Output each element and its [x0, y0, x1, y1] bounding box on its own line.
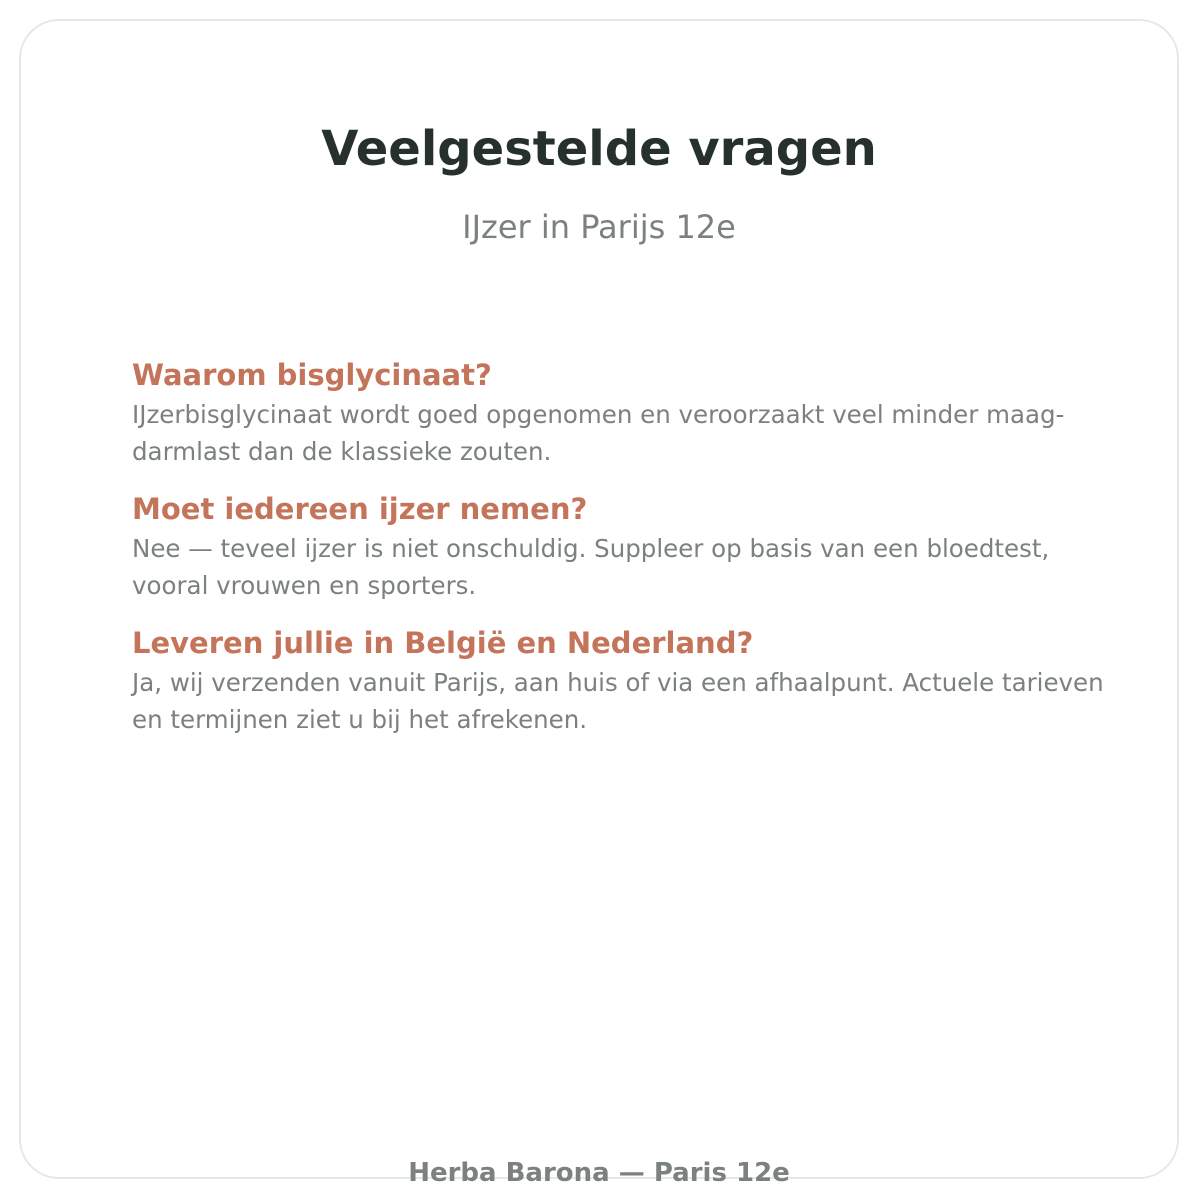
faq-card: [19, 19, 1179, 1188]
faq-item: [132, 354, 1122, 470]
faq-answer: Ja, wij verzenden vanuit Parijs, aan huis of via een afhaalpunt. Actuele tarieven en termijnen ziet u bij het afrekenen.: [132, 668, 1104, 734]
faq-item: [132, 622, 1122, 738]
faq-item: [132, 488, 1122, 604]
page-title: Veelgestelde vragen: [321, 121, 877, 177]
faq-answer: Nee — teveel ijzer is niet onschuldig. Suppleer op basis van een bloedtest, vooral vrouwen en sporters.: [132, 534, 1050, 600]
faq-question: Waarom bisglycinaat?: [132, 358, 492, 392]
faq-question: Leveren jullie in België en Nederland?: [132, 626, 754, 660]
faq-list: [132, 354, 1122, 756]
page-subtitle: IJzer in Parijs 12e: [462, 208, 736, 246]
faq-question: Moet iedereen ijzer nemen?: [132, 492, 588, 526]
faq-answer: IJzerbisglycinaat wordt goed opgenomen en veroorzaakt veel minder maag-darmlast dan de klassieke zouten.: [132, 400, 1065, 466]
footer-brand: Herba Barona — Paris 12e: [408, 1158, 790, 1188]
